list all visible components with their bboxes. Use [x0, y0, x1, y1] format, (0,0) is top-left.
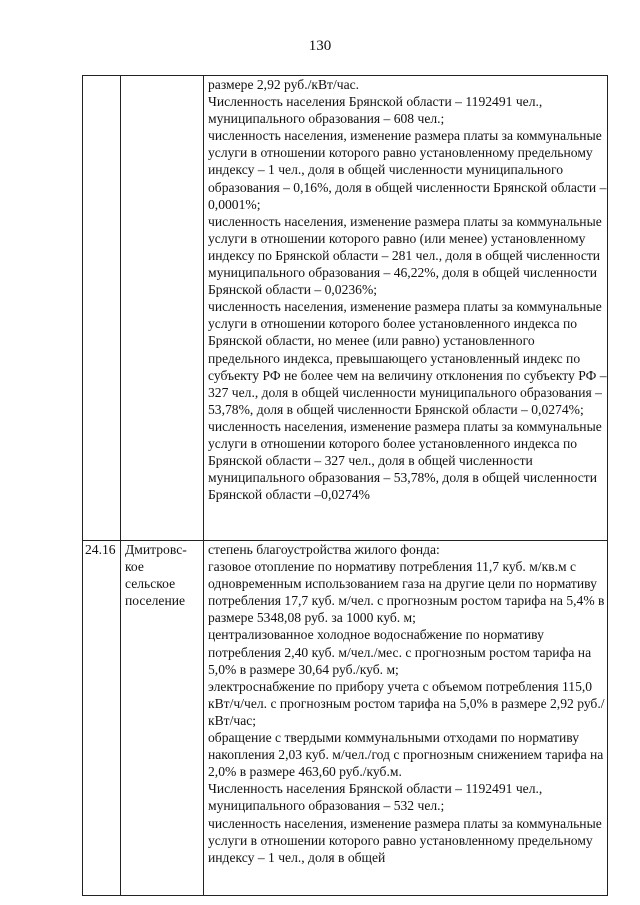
description-paragraph: Численность населения Брянской области – 1192491 чел., муниципального образования – 608 чел.; [208, 94, 543, 127]
description-cell [204, 76, 608, 541]
table-row [83, 76, 608, 541]
description-paragraph: размере 2,92 руб./кВт/час. [208, 77, 360, 92]
description-paragraph: обращение с твердыми коммунальными отходами по нормативу накопления 2,03 куб. м/чел./год с прогнозным снижением тарифа на 2,0% в размере 463,60 руб./куб.м. [208, 730, 604, 780]
description-paragraph: численность населения, изменение размера платы за коммунальные услуги в отношении которого более установленного индекса по Брянской области – 327 чел., доля в общей численности муниципального образования – 53,78%, доля в общей численности Брянской области –0,0274% [208, 418, 602, 503]
description-paragraph: численность населения, изменение размера платы за коммунальные услуги в отношении которого равно (или менее) установленному индексу по Брянской области – 281 чел., доля в общей численности муниципального образования – 46,22%, доля в общей численности Брянской области – 0,0236%; [208, 213, 602, 298]
municipality-name-line: Дмитровс- [125, 542, 187, 557]
page-number: 130 [308, 38, 332, 54]
description-paragraph: централизованное холодное водоснабжение по нормативу потребления 2,40 куб. м/чел./мес. с прогнозным ростом тарифа на 5,0% в размере 30,64 руб./куб. м; [208, 627, 592, 677]
description-paragraph: Численность населения Брянской области – 1192491 чел., муниципального образования – 532 чел.; [208, 781, 543, 814]
description-paragraph: газовое отопление по нормативу потребления 11,7 куб. м/кв.м с одновременным использованием газа на другие цели по нормативу потребления 17,7 куб. м/чел. с прогнозным ростом тарифа на 5,4% в размере 5348,08 руб. за 1000 куб. м; [208, 559, 605, 626]
municipality-name-line: сельское [125, 576, 176, 592]
municipality-name-cell [121, 541, 204, 896]
municipality-name-line: кое [125, 559, 144, 575]
row-number-cell [83, 76, 121, 541]
description-paragraph: электроснабжение по прибору учета с объемом потребления 115,0 кВт/ч/чел. с прогнозным ростом тарифа на 5,0% в размере 2,92 руб./кВт/час; [208, 678, 605, 728]
table-row [83, 541, 608, 896]
description-paragraph: степень благоустройства жилого фонда: [208, 542, 440, 557]
row-number-cell: 24.16 [83, 541, 121, 896]
description-paragraph: численность населения, изменение размера платы за коммунальные услуги в отношении которого более установленного индекса по Брянской области, но менее (или равно) установленного предельного индекса, превышающего установленный индекс по субъекту РФ не более чем на величину отклонения по субъекту РФ – 327 чел., доля в общей численности муниципального образования – 53,78%, доля в общей численности Брянской области – 0,0274%; [208, 299, 607, 417]
description-paragraph: численность населения, изменение размера платы за коммунальные услуги в отношении которого равно установленному предельному индексу – 1 чел., доля в общей [208, 815, 602, 865]
description-cell [204, 541, 608, 896]
description-paragraph: численность населения, изменение размера платы за коммунальные услуги в отношении которого равно установленному предельному индексу – 1 чел., доля в общей численности муниципального образования – 0,16%, доля в общей численности Брянской области – 0,0001%; [208, 128, 607, 212]
municipality-name-line: поселение [125, 593, 186, 609]
municipality-name-cell [121, 76, 204, 541]
municipality-table [82, 75, 608, 896]
